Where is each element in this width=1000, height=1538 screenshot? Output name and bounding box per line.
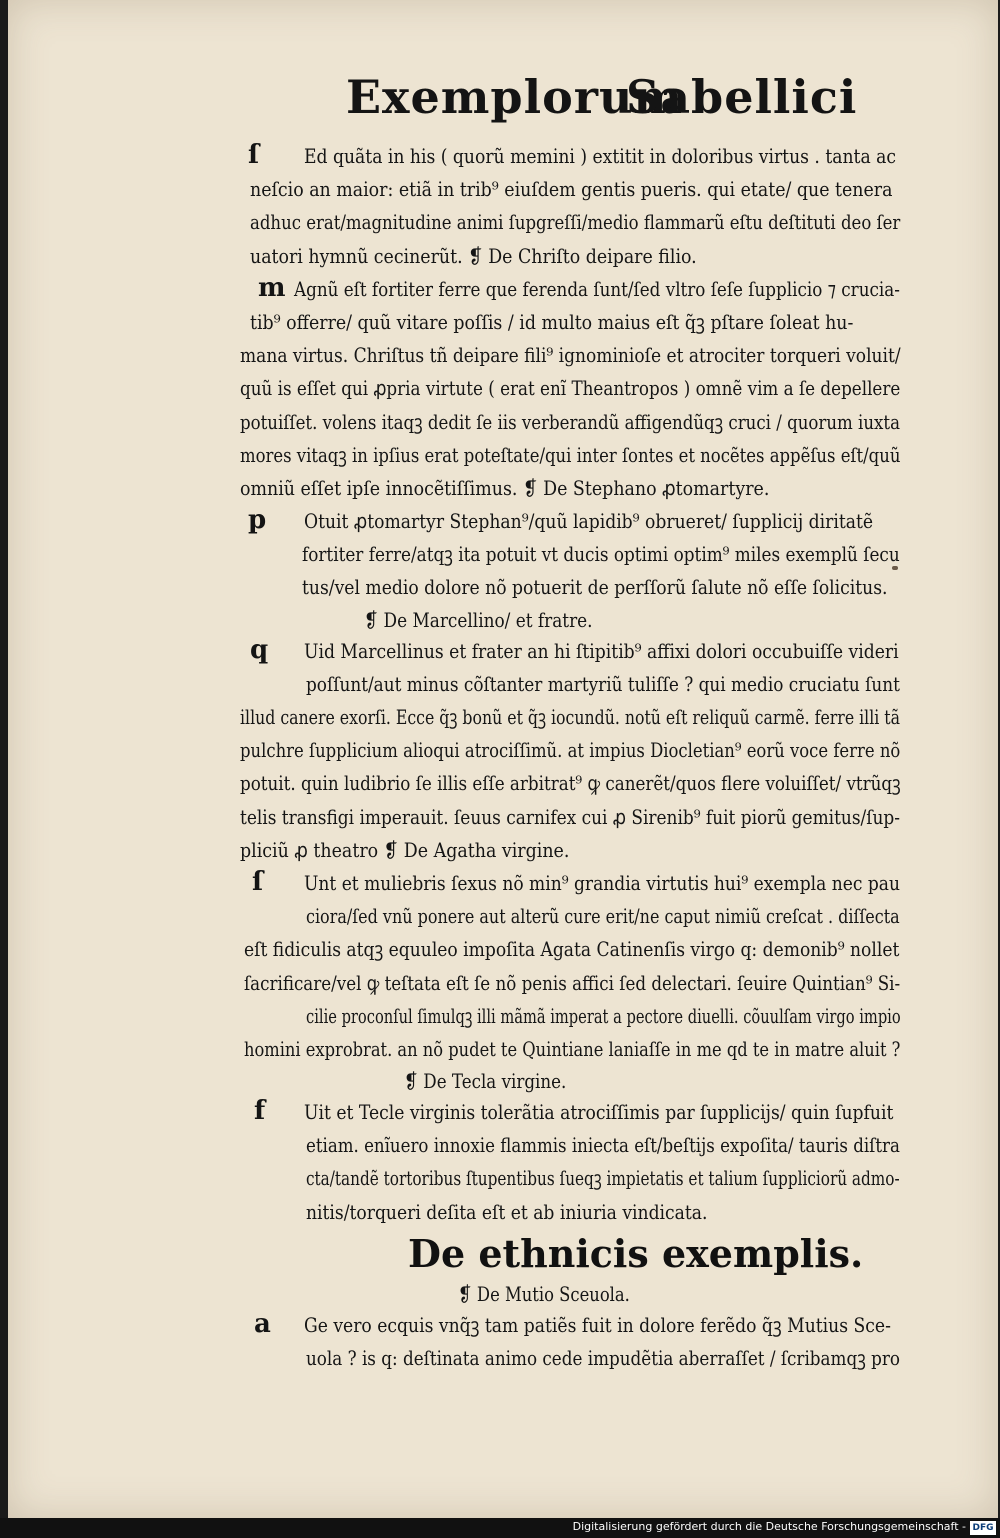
text-line: Otuit ꝓtomartyr Stephan⁹/quũ lapidib⁹ obrueret/ ſupplicij diritatẽ	[304, 509, 874, 534]
section-heading: De ethnicis exemplis.	[408, 1230, 864, 1276]
text-line: Agnũ eſt fortiter ferre que ferenda ſunt/ſed vltro ſeſe ſupplicio ⁊ crucia-	[294, 276, 900, 301]
text-line: pulchre ſupplicium alioqui atrociſſimũ. at impius Diocletian⁹ eorũ voce ferre nõ	[240, 738, 901, 763]
text-line: omniũ eſſet ipſe innocẽtiſſimus. ❡ De Stephano ꝓtomartyre.	[240, 475, 770, 500]
paragraph-6	[8, 1096, 998, 1229]
paragraph-1	[8, 140, 998, 273]
dfg-logo: DFG	[970, 1521, 996, 1535]
text-line: Unt et muliebris ſexus nõ min⁹ grandia virtutis hui⁹ exempla nec pau	[304, 870, 900, 895]
header-left-title: Exemplorum	[346, 70, 684, 124]
section-rubric: ❡ De Marcellino/ et fratre.	[364, 607, 593, 632]
text-line: ciora/ſed vnũ ponere aut alterũ cure erit/ne caput nimiũ creſcat . diſſecta	[306, 904, 900, 929]
section-rubric: ❡ De Tecla virgine.	[404, 1069, 567, 1094]
text-line: ſacrificare/vel ꝙ teſtata eſt ſe nõ penis affici ſed delectari. ſeuire Quintian⁹ Si-	[244, 970, 901, 995]
text-line: etiam. enĩuero innoxie flammis iniecta eſt/beſtijs expoſita/ tauris diſtra	[306, 1133, 900, 1158]
text-line: neſcio an maior: etiã in trib⁹ eiuſdem gentis pueris. qui etate/ que tenera	[250, 177, 893, 202]
text-line: tus/vel medio dolore nõ potuerit de perſſorũ ſalute nõ eſſe ſolicitus.	[302, 575, 888, 600]
text-line: Ed quãta in his ( quorũ memini ) extitit in doloribus virtus . tanta ac	[304, 144, 897, 168]
text-line: Uid Marcellinus et frater an hi ſtipitib⁹ affixi dolori occubuiſſe videri	[304, 638, 899, 663]
guide-letter: q	[250, 634, 269, 665]
text-line: telis transfigi imperauit. ſeuus carnifex cui ꝓ Sirenib⁹ fuit piorũ gemitus/ſup-	[240, 804, 901, 829]
text-line: quũ is eſſet qui ꝓpria virtute ( erat enĩ Theantropos ) omnẽ vim a ſe depellere	[240, 376, 901, 401]
paragraph-4	[8, 635, 998, 867]
book-page	[8, 0, 998, 1518]
paragraph-5	[8, 867, 998, 1096]
paragraph-2	[8, 273, 998, 505]
text-line: Uit et Tecle virginis tolerãtia atrociſſimis par ſupplicijs/ quin ſupfuit	[304, 1100, 894, 1125]
funding-notice: Digitalisierung gefördert durch die Deutsche Forschungsgemeinschaft -	[572, 1520, 966, 1533]
text-line: pliciũ ꝓ theatro ❡ De Agatha virgine.	[240, 837, 570, 862]
text-line: adhuc erat/magnitudine animi ſupgreſſi/medio flammarũ eſtu deſtituti deo ſer	[250, 210, 901, 235]
text-line: Ge vero ecquis vnq̃ꝫ tam patiẽs fuit in dolore ferẽdo q̃ꝫ Mutius Sce-	[304, 1312, 891, 1337]
running-header	[8, 70, 998, 150]
text-line: uatori hymnũ cecinerũt. ❡ De Chriſto deipare filio.	[250, 243, 697, 268]
text-line: mana virtus. Chriſtus tñ deipare fili⁹ ignominioſe et atrociter torqueri voluit/	[240, 343, 901, 368]
text-line: cilie proconſul ſimulqꝫ illi mãmã imperat a pectore diuelli. cõuulſam virgo impio	[306, 1003, 901, 1028]
text-line: cta/tandẽ tortoribus ſtupentibus ſueqꝫ impietatis et talium ſuppliciorũ admo-	[306, 1166, 900, 1191]
footer-bar	[0, 1518, 1000, 1538]
text-line: poſſunt/aut minus cõſtanter martyriũ tuliſſe ? qui medio cruciatu ſunt	[306, 671, 900, 696]
paragraph-3	[8, 505, 998, 635]
guide-letter: ſ	[252, 866, 264, 897]
text-line: fortiter ferre/atqꝫ ita potuit vt ducis optimi optim⁹ miles exemplũ ſecu	[302, 542, 900, 567]
text-line: potuiſſet. volens itaqꝫ dedit ſe iis verberandũ affigendũqꝫ cruci / quorum iuxta	[240, 409, 900, 434]
paragraph-7	[8, 1309, 998, 1375]
text-line: mores vitaqꝫ in ipſius erat poteſtate/qui inter ſontes et nocẽtes appẽſus eſt/quũ	[240, 442, 901, 467]
text-line: eſt fidiculis atqꝫ equuleo impoſita Agata Catinenſis virgo q: demonib⁹ nollet	[244, 937, 900, 962]
guide-letter: p	[248, 505, 267, 536]
text-line: homini exprobrat. an nõ pudet te Quintiane laniaſſe in me qd te in matre aluit ?	[244, 1036, 901, 1061]
text-body	[8, 140, 998, 1375]
guide-letter: a	[254, 1308, 271, 1339]
text-line: nitis/torqueri deſita eſt et ab iniuria vindicata.	[306, 1199, 708, 1224]
guide-letter: ſ	[248, 140, 260, 170]
guide-letter: m	[258, 272, 286, 303]
text-line: uola ? is q: deſtinata animo cede impudẽtia aberraſſet / ſcribamqꝫ pro	[306, 1346, 900, 1370]
text-line: potuit. quin ludibrio ſe illis eſſe arbitrat⁹ ꝙ canerẽt/quos flere voluiſſet/ vtrũqꝫ	[240, 771, 901, 796]
header-right-title: Sabellici	[626, 70, 858, 124]
text-line: tib⁹ offerre/ quũ vitare poſſis / id multo maius eſt q̃ꝫ pſtare ſoleat hu-	[250, 309, 854, 334]
guide-letter: f	[254, 1096, 266, 1127]
section-rubric: ❡ De Mutio Sceuola.	[458, 1281, 630, 1306]
text-line: illud canere exorſi. Ecce q̃ꝫ bonũ et q̃ꝫ iocundũ. notũ eſt reliquũ carmẽ. ferre illi tã	[240, 705, 900, 729]
